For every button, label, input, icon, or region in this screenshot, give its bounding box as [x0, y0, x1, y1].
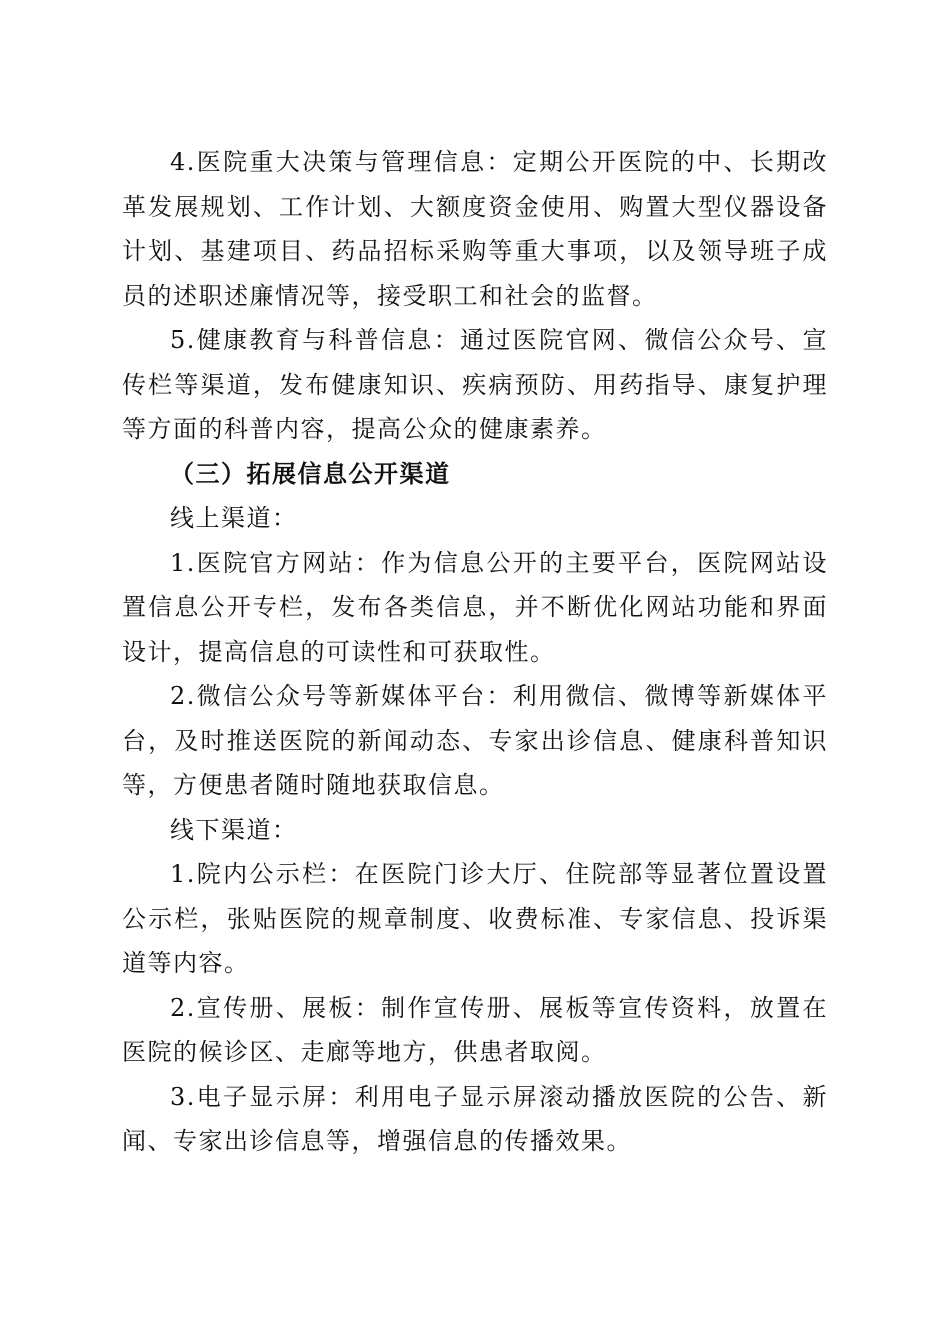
paragraph-official-website: 1.医院官方网站：作为信息公开的主要平台，医院网站设置信息公开专栏，发布各类信息，并不断优化网站功能和界面设计，提高信息的可读性和可获取性。: [122, 548, 828, 666]
document-body: [122, 140, 828, 1164]
paragraph-electronic-display: 3.电子显示屏：利用电子显示屏滚动播放医院的公告、新闻、专家出诊信息等，增强信息的传播效果。: [122, 1082, 828, 1155]
paragraph-health-education: 5.健康教育与科普信息：通过医院官网、微信公众号、宣传栏等渠道，发布健康知识、疾病预防、用药指导、康复护理等方面的科普内容，提高公众的健康素养。: [122, 326, 828, 443]
paragraph-wechat-media: 2.微信公众号等新媒体平台：利用微信、微博等新媒体平台，及时推送医院的新闻动态、专家出诊信息、健康科普知识等，方便患者随时随地获取信息。: [122, 682, 828, 799]
paragraph-bulletin-board: 1.院内公示栏：在医院门诊大厅、住院部等显著位置设置公示栏，张贴医院的规章制度、收费标准、专家信息、投诉渠道等内容。: [122, 860, 828, 977]
subheading-online-channels: 线上渠道：: [170, 504, 298, 532]
subheading-offline-channels: 线下渠道：: [170, 815, 298, 844]
paragraph-decision-info: 4.医院重大决策与管理信息：定期公开医院的中、长期改革发展规划、工作计划、大额度资金使用、购置大型仪器设备计划、基建项目、药品招标采购等重大事项，以及领导班子成员的述职述廉情况等，接受职工和社会的监督。: [122, 148, 828, 310]
paragraph-brochures: 2.宣传册、展板：制作宣传册、展板等宣传资料，放置在医院的候诊区、走廊等地方，供患者取阅。: [122, 993, 828, 1066]
section-heading-channels: （三）拓展信息公开渠道: [170, 458, 451, 488]
